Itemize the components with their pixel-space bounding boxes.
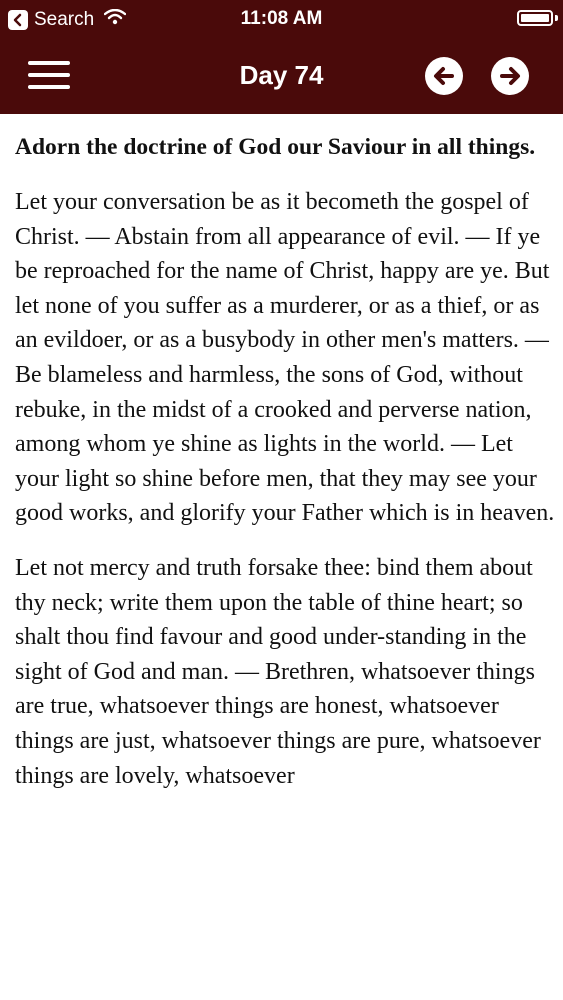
devotional-heading: Adorn the doctrine of God our Saviour in all things. (15, 134, 536, 160)
app-header (0, 0, 563, 114)
nav-bar (0, 38, 563, 114)
arrow-right-circle-icon (491, 57, 529, 95)
devotional-paragraph: Let not mercy and truth forsake thee: bind them about thy neck; write them upon the table of thine heart; so shalt thou find favour and good under-standing in the sight of God and man. — Brethren, whatsoever things are true, whatsoever things are honest, whatsoever things are just, whatsoever things are pure, whatsoever things are lovely, whatsoever (15, 554, 541, 789)
previous-day-button[interactable] (425, 57, 463, 95)
arrow-left-circle-icon (425, 57, 463, 95)
devotional-paragraph: Let your conversation be as it becometh the gospel of Christ. — Abstain from all appearance of evil. — If ye be reproached for the name of Christ, happy are ye. But let none of you suffer as a murderer, or as a thief, or as an evildoer, or as a busybody in other men's matters. — Be blameless and harmless, the sons of God, without rebuke, in the midst of a crooked and perverse nation, among whom ye shine as lights in the world. — Let your light so shine before men, that they may see your good works, and glorify your Father which is in heaven. (15, 189, 555, 527)
next-day-button[interactable] (491, 57, 529, 95)
back-app-label: Search (34, 9, 95, 30)
devotional-content (15, 126, 555, 813)
page-title: Day 74 (239, 60, 324, 90)
battery-fill (521, 14, 549, 22)
status-time: 11:08 AM (240, 8, 323, 29)
battery-icon (517, 10, 553, 26)
status-bar (0, 0, 563, 38)
battery-cap (555, 15, 558, 21)
